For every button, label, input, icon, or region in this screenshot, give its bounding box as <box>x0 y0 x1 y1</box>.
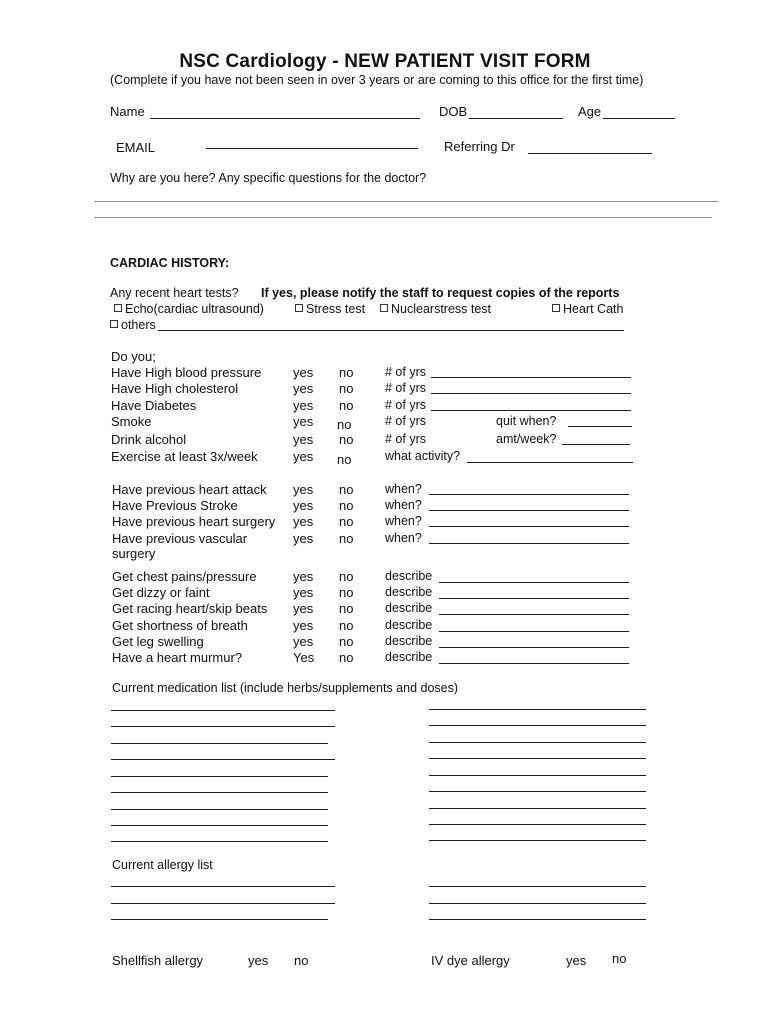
detail-field[interactable] <box>429 531 629 544</box>
yes-option[interactable]: yes <box>293 365 314 380</box>
page-title: NSC Cardiology - NEW PATIENT VISIT FORM <box>179 51 591 72</box>
yes-option[interactable]: yes <box>293 381 314 396</box>
allergy-list-label: Current allergy list <box>112 858 213 872</box>
checkbox-icon[interactable] <box>114 304 122 312</box>
symptom-label: Get leg swelling <box>112 634 204 649</box>
no-option[interactable]: no <box>339 482 354 497</box>
condition-label: Have High blood pressure <box>111 365 262 380</box>
yes-option[interactable]: yes <box>293 498 314 513</box>
no-option[interactable]: no <box>337 452 352 467</box>
medication-field[interactable] <box>429 730 646 743</box>
no-option[interactable]: no <box>339 365 354 380</box>
name-label: Name <box>110 104 145 119</box>
iv-dye-yes-option[interactable]: yes <box>566 953 587 968</box>
describe-field[interactable] <box>439 619 629 632</box>
yes-option[interactable]: yes <box>293 482 314 497</box>
age-field[interactable] <box>603 106 675 119</box>
describe-label: describe <box>385 650 433 664</box>
yes-option[interactable]: yes <box>293 585 314 600</box>
condition-label: Drink alcohol <box>111 432 187 447</box>
shellfish-allergy-label: Shellfish allergy <box>112 953 204 968</box>
yes-option[interactable]: yes <box>293 634 314 649</box>
stress-test-option[interactable] <box>295 302 365 316</box>
checkbox-icon[interactable] <box>295 304 303 312</box>
amt-week-field[interactable] <box>562 432 630 445</box>
medication-field[interactable] <box>429 697 646 710</box>
name-field[interactable] <box>150 106 420 119</box>
condition-label: Have previous vascular <box>112 531 248 546</box>
detail-field[interactable] <box>467 450 633 463</box>
describe-field[interactable] <box>439 651 629 664</box>
describe-label: describe <box>385 585 433 599</box>
detail-field[interactable] <box>431 365 631 378</box>
others-label: others <box>121 318 156 332</box>
condition-label: Exercise at least 3x/week <box>111 449 258 464</box>
no-option[interactable]: no <box>339 381 354 396</box>
no-option[interactable]: no <box>339 531 354 546</box>
heart-cath-option[interactable] <box>552 302 623 316</box>
shellfish-no-option[interactable]: no <box>294 953 309 968</box>
medication-field[interactable] <box>111 813 328 826</box>
condition-label-continued: surgery <box>112 546 156 561</box>
no-option[interactable]: no <box>339 569 354 584</box>
medication-field[interactable] <box>111 764 328 777</box>
detail-field[interactable] <box>429 514 629 527</box>
medication-field[interactable] <box>111 780 328 793</box>
echo-option[interactable] <box>114 302 264 316</box>
allergy-field[interactable] <box>429 891 646 904</box>
allergy-field[interactable] <box>111 874 335 887</box>
no-option[interactable]: no <box>337 417 352 432</box>
yes-option[interactable]: yes <box>293 618 314 633</box>
yes-option[interactable]: yes <box>293 398 314 413</box>
iv-dye-allergy-label: IV dye allergy <box>431 953 510 968</box>
detail-field[interactable] <box>431 381 631 394</box>
no-option[interactable]: no <box>339 618 354 633</box>
no-option[interactable]: no <box>339 601 354 616</box>
yes-option[interactable]: yes <box>293 432 314 447</box>
quit-when-field[interactable] <box>568 414 632 427</box>
detail-label: when? <box>385 482 422 496</box>
shellfish-yes-option[interactable]: yes <box>248 953 269 968</box>
allergy-field[interactable] <box>111 907 328 920</box>
yes-option[interactable]: yes <box>293 514 314 529</box>
dob-label: DOB <box>439 104 468 119</box>
no-option[interactable]: no <box>339 634 354 649</box>
condition-label: Have previous heart surgery <box>112 514 276 529</box>
condition-label: Have Previous Stroke <box>112 498 238 513</box>
detail-label: what activity? <box>385 449 461 463</box>
symptom-label: Get shortness of breath <box>112 618 248 633</box>
allergy-field[interactable] <box>429 907 646 920</box>
describe-label: describe <box>385 601 433 615</box>
describe-label: describe <box>385 618 433 632</box>
referring-dr-field[interactable] <box>528 141 652 154</box>
dob-field[interactable] <box>469 106 563 119</box>
checkbox-icon[interactable] <box>552 304 560 312</box>
detail-label: # of yrs <box>385 432 426 446</box>
medication-field[interactable] <box>429 828 646 841</box>
visit-reason-line-2[interactable] <box>94 205 712 218</box>
heart-cath-label: Heart Cath <box>563 302 624 316</box>
no-option[interactable]: no <box>339 432 354 447</box>
yes-option[interactable]: yes <box>293 449 314 464</box>
no-option[interactable]: no <box>339 585 354 600</box>
cardiac-history-heading: CARDIAC HISTORY: <box>110 256 230 270</box>
symptom-label: Have a heart murmur? <box>112 650 243 665</box>
medication-field[interactable] <box>111 747 335 760</box>
echo-label: Echo(cardiac ultrasound) <box>125 302 264 316</box>
no-option[interactable]: no <box>339 650 354 665</box>
allergy-field[interactable] <box>111 891 335 904</box>
detail-field[interactable] <box>429 482 629 495</box>
medication-field[interactable] <box>429 779 646 792</box>
stress-test-label: Stress test <box>306 302 366 316</box>
describe-field[interactable] <box>439 635 629 648</box>
medication-field[interactable] <box>111 714 335 727</box>
detail-label: when? <box>385 531 422 545</box>
describe-field[interactable] <box>439 570 629 583</box>
medication-field[interactable] <box>429 812 646 825</box>
condition-label: Have previous heart attack <box>112 482 267 497</box>
allergy-field[interactable] <box>429 874 646 887</box>
do-you-label: Do you; <box>111 349 156 364</box>
detail-field[interactable] <box>431 398 631 411</box>
condition-label: Have Diabetes <box>111 398 197 413</box>
checkbox-icon[interactable] <box>380 304 388 312</box>
heart-tests-notice: If yes, please notify the staff to request copies of the reports <box>261 286 620 300</box>
symptom-label: Get dizzy or faint <box>112 585 210 600</box>
yes-option[interactable]: Yes <box>293 650 315 665</box>
medication-field[interactable] <box>111 829 328 842</box>
checkbox-icon[interactable] <box>110 320 118 328</box>
no-option[interactable]: no <box>339 498 354 513</box>
medication-field[interactable] <box>429 713 646 726</box>
symptom-label: Get racing heart/skip beats <box>112 601 268 616</box>
detail-label: when? <box>385 498 422 512</box>
condition-label: Have High cholesterol <box>111 381 239 396</box>
medication-field[interactable] <box>111 797 328 810</box>
detail-label: # of yrs <box>385 414 426 428</box>
yes-option[interactable]: yes <box>293 569 314 584</box>
medication-field[interactable] <box>429 763 646 776</box>
detail-label: # of yrs <box>385 381 426 395</box>
detail-label: # of yrs <box>385 365 426 379</box>
medication-field[interactable] <box>429 796 646 809</box>
describe-field[interactable] <box>439 602 629 615</box>
condition-label: Smoke <box>111 414 152 429</box>
nuclear-stress-label: Nuclearstress test <box>391 302 492 316</box>
describe-label: describe <box>385 569 433 583</box>
yes-option[interactable]: yes <box>293 414 314 429</box>
yes-option[interactable]: yes <box>293 531 314 546</box>
heart-tests-question: Any recent heart tests? <box>110 286 239 300</box>
iv-dye-no-option[interactable]: no <box>612 951 627 966</box>
no-option[interactable]: no <box>339 398 354 413</box>
nuclear-stress-option[interactable] <box>380 302 491 316</box>
medication-field[interactable] <box>111 698 335 711</box>
medication-field[interactable] <box>429 746 646 759</box>
medication-field[interactable] <box>111 731 328 744</box>
visit-reason-label: Why are you here? Any specific questions for the doctor? <box>110 171 427 185</box>
detail-label: when? <box>385 514 422 528</box>
yes-option[interactable]: yes <box>293 601 314 616</box>
no-option[interactable]: no <box>339 514 354 529</box>
email-field[interactable] <box>206 136 418 149</box>
symptom-label: Get chest pains/pressure <box>112 569 257 584</box>
others-field[interactable] <box>158 318 624 331</box>
amt-week-label: amt/week? <box>496 432 557 446</box>
describe-field[interactable] <box>439 586 629 599</box>
age-label: Age <box>578 104 602 119</box>
quit-when-label: quit when? <box>496 414 557 428</box>
email-label: EMAIL <box>116 140 156 155</box>
detail-field[interactable] <box>429 498 629 511</box>
medication-list-label: Current medication list (include herbs/supplements and doses) <box>112 681 459 695</box>
detail-label: # of yrs <box>385 398 426 412</box>
referring-dr-label: Referring Dr <box>444 139 515 154</box>
page-subtitle: (Complete if you have not been seen in over 3 years or are coming to this office for the first time) <box>110 73 644 87</box>
describe-label: describe <box>385 634 433 648</box>
others-option[interactable] <box>110 318 156 332</box>
visit-reason-line-1[interactable] <box>94 189 718 202</box>
